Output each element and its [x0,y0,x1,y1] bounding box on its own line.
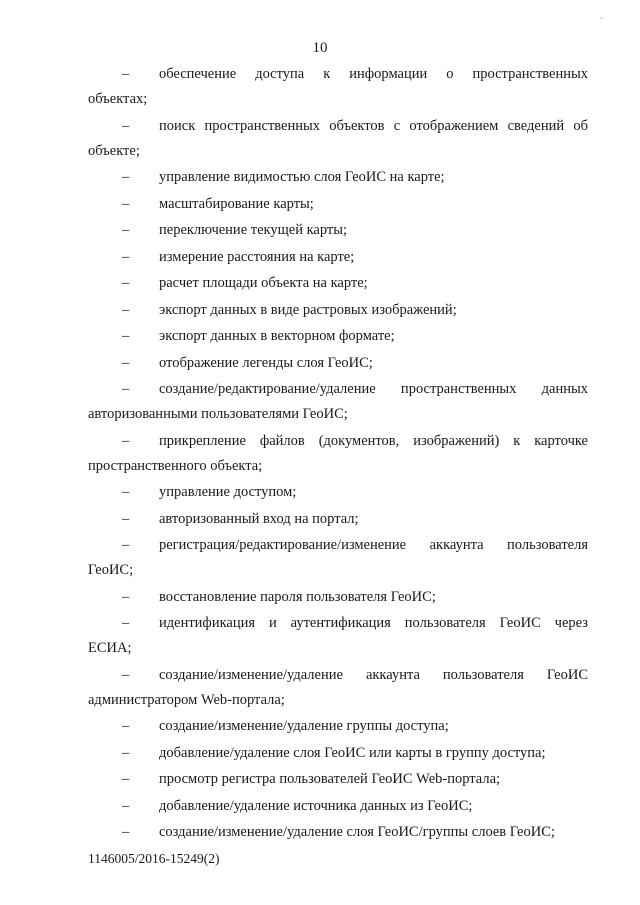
list-item [88,741,588,766]
list-item [88,218,588,243]
list-item-first-line: экспорт данных в векторном формате; [159,328,395,344]
list-item-first-line: поиск пространственных объектов с отображением сведений об [159,117,588,134]
list-item-text [88,165,588,190]
list-item [88,192,588,217]
list-item [88,351,588,376]
list-item-first-line: масштабирование карты; [159,195,314,212]
list-item-first-line: восстановление пароля пользователя ГеоИС; [159,588,436,605]
corner-mark: · [600,14,603,23]
bullet-list [88,62,588,847]
list-item [88,794,588,819]
dash-bullet: – [122,615,130,631]
list-item-text [88,377,588,402]
list-item-continuation: пространственного объекта; [88,457,263,474]
list-item-first-line: авторизованный вход на портал; [159,510,359,527]
list-item-text [88,820,588,845]
page-number: 10 [312,40,328,56]
list-item-text [88,429,588,454]
dash-bullet: – [122,66,130,82]
list-item-first-line: управление видимостью слоя ГеоИС на карте; [159,169,445,185]
dash-bullet: – [122,195,130,212]
list-item-text [88,480,588,505]
list-item-first-line: создание/изменение/удаление группы доступа; [159,718,449,734]
dash-bullet: – [122,771,130,787]
dash-bullet: – [122,718,130,734]
list-item [88,165,588,190]
dash-bullet: – [122,797,130,814]
list-item-first-line: создание/редактирование/удаление пространственных данных [159,381,588,397]
list-item [88,298,588,323]
list-item-first-line: просмотр регистра пользователей ГеоИС Web-портала; [159,771,501,787]
list-item [88,611,588,661]
list-item [88,429,588,479]
list-item [88,114,588,164]
dash-bullet: – [122,301,130,318]
dash-bullet: – [122,484,130,500]
list-item-text [88,714,588,739]
list-item-first-line: отображение легенды слоя ГеоИС; [159,354,373,371]
list-item-first-line: создание/изменение/удаление слоя ГеоИС/группы слоев ГеоИС; [159,824,555,840]
list-item-text [88,741,588,766]
dash-bullet: – [122,117,130,134]
list-item-first-line: идентификация и аутентификация пользователя ГеоИС через [159,615,588,631]
dash-bullet: – [122,328,130,344]
list-item [88,507,588,532]
list-item-continuation: объектах; [88,91,148,107]
list-item-text [88,245,588,270]
dash-bullet: – [122,222,130,238]
dash-bullet: – [122,510,130,527]
list-item-continuation: авторизованными пользователями ГеоИС; [88,406,348,422]
list-item-text [88,794,588,819]
list-item-first-line: переключение текущей карты; [159,222,348,238]
list-item [88,714,588,739]
list-item [88,533,588,583]
dash-bullet: – [122,537,130,553]
dash-bullet: – [122,248,130,265]
dash-bullet: – [122,354,130,371]
list-item [88,245,588,270]
dash-bullet: – [122,824,130,840]
list-item-text [88,585,588,610]
dash-bullet: – [122,588,130,605]
list-item-first-line: добавление/удаление слоя ГеоИС или карты в группу доступа; [159,744,546,761]
list-item-first-line: добавление/удаление источника данных из ГеоИС; [159,797,473,814]
list-item-text [88,324,588,349]
document-registration-number: 1146005/2016-15249(2) [88,851,220,866]
list-item [88,767,588,792]
list-item-continuation: ГеоИС; [88,562,134,578]
dash-bullet: – [122,169,130,185]
list-item-text [88,192,588,217]
list-item-text [88,767,588,792]
dash-bullet: – [122,432,130,449]
list-item-continuation: объекте; [88,142,140,159]
list-item [88,820,588,845]
list-item-text [88,218,588,243]
dash-bullet: – [122,275,130,291]
list-item [88,377,588,427]
list-item-continuation: ЕСИА; [88,640,132,656]
list-item-first-line: расчет площади объекта на карте; [159,275,368,291]
list-item-text [88,271,588,296]
list-item-text [88,663,588,688]
list-item [88,480,588,505]
list-item-continuation: администратором Web-портала; [88,691,285,708]
list-item-text [88,351,588,376]
list-item [88,324,588,349]
dash-bullet: – [122,666,130,683]
list-item-first-line: регистрация/редактирование/изменение аккаунта пользователя [159,537,588,553]
list-item-text [88,62,588,87]
list-item-first-line: измерение расстояния на карте; [159,248,355,265]
list-item-text [88,114,588,139]
list-item [88,585,588,610]
list-item-first-line: экспорт данных в виде растровых изображений; [159,301,457,318]
list-item-first-line: обеспечение доступа к информации о пространственных [159,66,588,82]
list-item [88,663,588,713]
list-item [88,271,588,296]
dash-bullet: – [122,744,130,761]
list-item-first-line: создание/изменение/удаление аккаунта пользователя ГеоИС [159,666,588,683]
dash-bullet: – [122,381,130,397]
list-item-text [88,533,588,558]
list-item-text [88,507,588,532]
list-item [88,62,588,112]
list-item-first-line: прикрепление файлов (документов, изображений) к карточке [159,432,588,449]
list-item-text [88,611,588,636]
list-item-first-line: управление доступом; [159,484,297,500]
list-item-text [88,298,588,323]
